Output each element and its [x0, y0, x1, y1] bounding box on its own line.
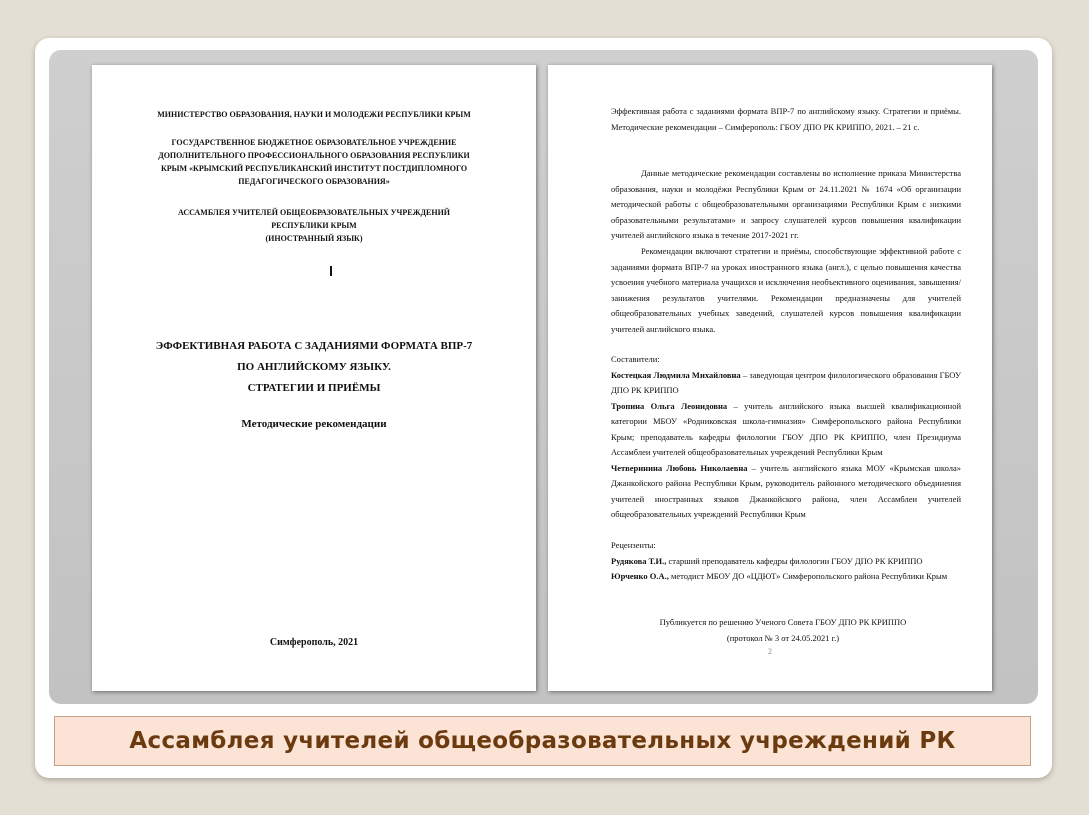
banner-text: Ассамблея учителей общеобразовательных учреждений РК: [129, 728, 956, 754]
document-preview: [49, 50, 1038, 704]
citation: Эффективная работа с заданиями формата ВПР-7 по английскому языку. Стратегии и приёмы. Методические рекомендации – Симферополь: ГБОУ ДПО РК КРИППО, 2021. – 21 с.: [611, 106, 961, 132]
title-page: [92, 65, 536, 691]
reviewer-entry: Юрченко О.А., методист МБОУ ДО «ЦДЮТ» Симферопольского района Республики Крым: [611, 571, 948, 581]
page-number: 2: [768, 647, 772, 656]
slide: [35, 38, 1052, 778]
city-year: Симферополь, 2021: [269, 637, 359, 648]
document-subtitle: Методические рекомендации: [241, 418, 387, 430]
info-page: [548, 65, 992, 691]
paragraph-2: Рекомендации включают стратегии и приёмы, способствующие эффективной работе с заданиями формата ВПР-7 на уроках иностранного языка (англ.), с целью повышения качества усвоения учебного материала учащихся и исключения необъективного оценивания, завышения/занижения результатов учителями. Рекомендации предназначены для учителей общеобразовательных учебных заведений, слушателей курсов повышения квалификации учителей английского языка.: [611, 246, 961, 334]
assembly-block: АССАМБЛЕЯ УЧИТЕЛЕЙ ОБЩЕОБРАЗОВАТЕЛЬНЫХ УЧРЕЖДЕНИЙ РЕСПУБЛИКИ КРЫМ (ИНОСТРАННЫЙ ЯЗЫК): [177, 208, 451, 243]
author-entry: Четверинина Любовь Николаевна – учитель английского языка МОУ «Крымская школа» Джанкойского района Республики Крым, руководитель районного методического объединения учителей иностранных языков Джанкойского района, член Ассамблеи учителей общеобразовательных учреждений Республики Крым: [611, 462, 961, 519]
authors-label: Составители:: [611, 354, 660, 364]
ministry-line: МИНИСТЕРСТВО ОБРАЗОВАНИЯ, НАУКИ И МОЛОДЕЖИ РЕСПУБЛИКИ КРЫМ: [157, 110, 471, 119]
author-entry: Костецкая Людмила Михайловна – заведующая центром филологического образования ГБОУ ДПО РК КРИППО: [611, 369, 961, 395]
publication-note: Публикуется по решению Ученого Совета ГБОУ ДПО РК КРИППО (протокол № 3 от 24.05.2021 г.): [659, 617, 907, 643]
text-cursor: [330, 266, 332, 276]
institution-block: ГОСУДАРСТВЕННОЕ БЮДЖЕТНОЕ ОБРАЗОВАТЕЛЬНОЕ УЧРЕЖДЕНИЕ ДОПОЛНИТЕЛЬНОГО ПРОФЕССИОНАЛЬНОГО ОБРАЗОВАНИЯ РЕСПУБЛИКИ КРЫМ «КРЫМСКИЙ РЕСПУБЛИКАНСКИЙ ИНСТИТУТ ПОСТДИПЛОМНОГО ПЕДАГОГИЧЕСКОГО ОБРАЗОВАНИЯ»: [158, 138, 470, 186]
caption-banner: [54, 716, 1031, 766]
reviewers-section: [611, 538, 961, 585]
document-title: ЭФФЕКТИВНАЯ РАБОТА С ЗАДАНИЯМИ ФОРМАТА ВПР-7 ПО АНГЛИЙСКОМУ ЯЗЫКУ. СТРАТЕГИИ И ПРИЁМЫ: [155, 340, 473, 394]
reviewers-label: Рецензенты:: [611, 540, 656, 550]
author-entry: Тропина Ольга Леонидовна – учитель английского языка высшей квалификационной категории МБОУ «Родниковская школа-гимназия» Симферопольского района Республики Крым; преподаватель кафедры филологии ГБОУ ДПО РК КРИППО, член Президиума Ассамблеи учителей общеобразовательных учреждений Республики Крым: [611, 400, 962, 457]
paragraph-1: Данные методические рекомендации составлены во исполнение приказа Министерства образования, науки и молодёжи Республики Крым от 24.11.2021 № 1674 «Об организации методической работы с общеобразовательными организациями Республики Крым с низкими образовательными результатами» и запросу слушателей курсов повышения квалификации учителей английского языка в течение 2017-2021 гг.: [611, 168, 961, 240]
reviewer-entry: Рудякова Т.И., старший преподаватель кафедры филологии ГБОУ ДПО РК КРИППО: [611, 555, 923, 566]
authors-section: [611, 352, 961, 523]
